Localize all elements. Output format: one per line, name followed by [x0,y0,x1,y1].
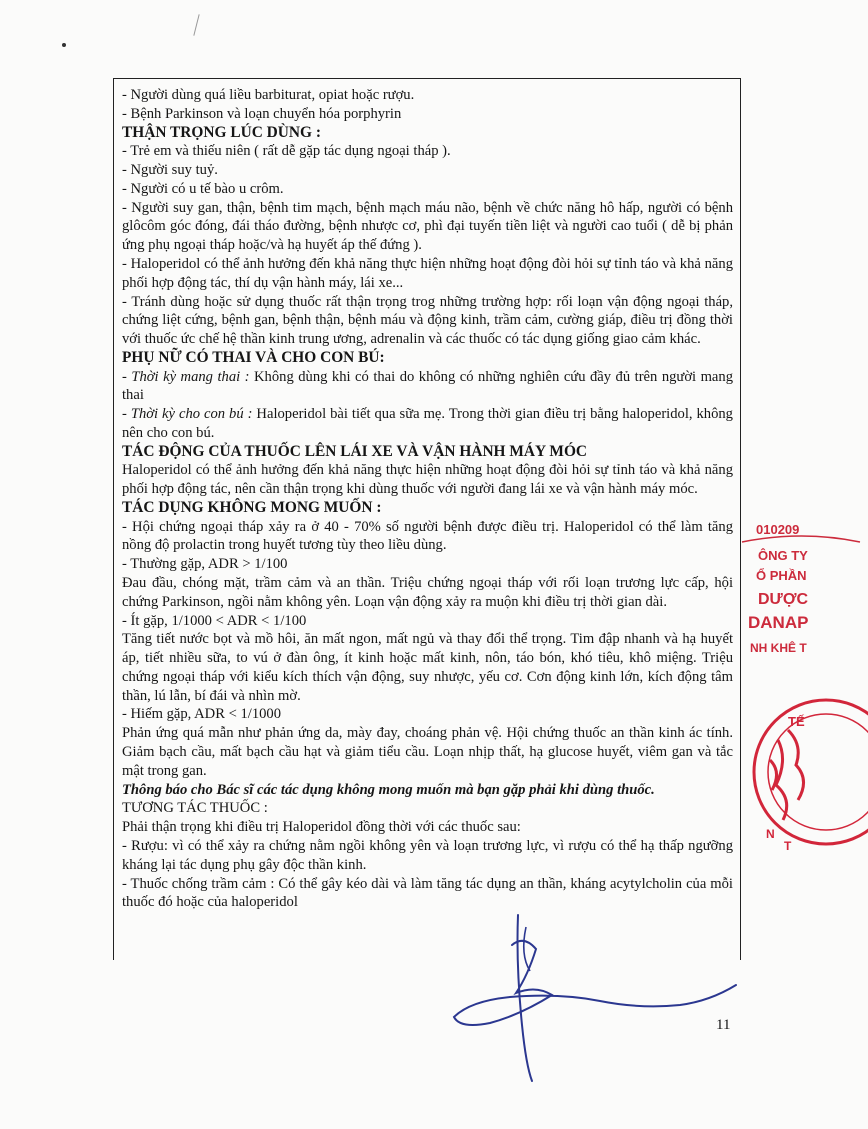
paragraph: - Hiếm gặp, ADR < 1/1000 [122,706,282,723]
paragraph: - Thuốc chống trầm cảm : Có thể gây kéo dài và làm tăng tác dụng an thần, kháng acytylcholin của mỗi thuốc đó hoặc của haloperidol [122,875,733,911]
section-heading: TÁC DỤNG KHÔNG MONG MUỐN : [122,498,382,516]
scan-speck [62,43,66,47]
paragraph: - Người dùng quá liều barbiturat, opiat hoặc rượu. [122,87,415,103]
paragraph: Phản ứng quá mẫn như phản ứng da, mày đay, choáng phản vệ. Hội chứng thuốc an thần kinh ác tính. Giảm bạch cầu, mất bạch cầu hạt và giảm tiểu cầu. Loạn nhịp thất, hạ glucose huyết, viêm gan và tắc mật trong gan. [122,725,733,779]
paragraph-text: Haloperidol bài tiết qua sữa mẹ. Trong thời gian điều trị bằng haloperidol, không nên cho con bú. [122,406,733,441]
scan-mark [193,14,199,36]
warning-note: Thông báo cho Bác sĩ các tác dụng không mong muốn mà bạn gặp phải khi dùng thuốc. [122,781,655,798]
paragraph: - Người suy tuỷ. [122,161,218,178]
paragraph: TƯƠNG TÁC THUỐC : [122,800,268,817]
stamp-line: DANAP [748,613,809,632]
seal-text: N [766,827,775,841]
stamp-line: DƯỢC [758,591,809,608]
section-heading: PHỤ NỮ CÓ THAI VÀ CHO CON BÚ: [122,348,385,366]
paragraph: Đau đầu, chóng mặt, trầm cảm và an thần. Triệu chứng ngoại tháp với rối loạn trương lực cấp, hội chứng Parkinson, ngồi nằm không yên. Loạn vận động xảy ra muộn khi điều trị thời gian dài. [122,574,733,610]
paragraph: - Tránh dùng hoặc sử dụng thuốc rất thận trọng trog những trường hợp: rối loạn vận động ngoại tháp, chứng liệt cứng, bệnh gan, bệnh thận, bệnh máu và động kinh, trầm cảm, cường giáp, điều trị đồng thời với thuốc ức chế hệ thần kinh trung ương, adrenalin và các thuốc có tác dụng giống giao cảm khác. [122,293,733,348]
paragraph: - Người suy gan, thận, bệnh tim mạch, bệnh mạch máu não, bệnh về chức năng hô hấp, người có bệnh glôcôm góc đóng, đái tháo đường, bệnh nhược cơ, phì đại tuyến tiền liệt và người cao tuổi ( dễ bị phản ứng phụ ngoại tháp hoặc/và hạ huyết áp thế đứng ). [122,199,733,254]
paragraph-text: Không dùng khi có thai do không có những nghiên cứu đầy đủ trên người mang thai [122,368,734,404]
paragraph: - Bệnh Parkinson và loạn chuyển hóa porphyrin [122,105,402,122]
paragraph: - Hội chứng ngoại tháp xảy ra ở 40 - 70% số người bệnh được điều trị. Haloperidol có thể làm tăng nồng độ prolactin trong huyết tương tùy theo liều dùng. [122,518,733,554]
seal-text: T [784,839,792,853]
paragraph [122,368,733,406]
paragraph: - Haloperidol có thể ảnh hưởng đến khả năng thực hiện những hoạt động đòi hỏi sự tỉnh táo và khả năng phối hợp động tác, thí dụ vận hành máy, lái xe... [122,255,733,291]
section-heading: TÁC ĐỘNG CỦA THUỐC LÊN LÁI XE VÀ VẬN HÀNH MÁY MÓC [122,442,588,460]
paragraph: - Trẻ em và thiếu niên ( rất dễ gặp tác dụng ngoại tháp ). [122,143,451,160]
paragraph: Tăng tiết nước bọt và mồ hôi, ăn mất ngon, mất ngủ và thay đổi thể trọng. Tim đập nhanh và hạ huyết áp, tiết nhiều sữa, to vú ở đàn ông, ít kinh hoặc mất kinh, nôn, táo bón, khó tiêu, khô miệng. Triệu chứng ngoại tháp với kiểu kích thích vận động, suy nhược, yếu cơ. Cơn động kinh lớn, kích động tâm thần, lú lẫn, bí đái và nhìn mờ. [122,631,733,704]
paragraph: - Rượu: vì có thể xảy ra chứng nằm ngồi không yên và loạn trương lực, vì rượu có thể hạ thấp ngưỡng kháng lại tác dụng phụ gây độc thần kinh. [122,838,733,873]
paragraph: Phải thận trọng khi điều trị Haloperidol đồng thời với các thuốc sau: [122,819,521,836]
paragraph: - Người có u tế bào u crôm. [122,180,284,197]
paragraph-label: - Thời kỳ cho con bú : [122,406,253,423]
stamp-line: NH KHÊ T [750,641,807,655]
paragraph [122,405,733,443]
stamp-line: Ổ PHẦN [756,568,807,583]
document-body [113,78,741,960]
red-seal [748,690,868,860]
company-stamp [742,520,862,670]
paragraph-label: - Thời kỳ mang thai : [122,368,250,385]
seal-text: TẾ [788,714,805,729]
page-number: 11 [716,1017,731,1033]
paragraph: - Thường gặp, ADR > 1/100 [122,556,288,573]
handwritten-signature [440,905,740,1085]
section-heading: THẬN TRỌNG LÚC DÙNG : [122,123,321,141]
stamp-line: ÔNG TY [758,548,808,563]
stamp-line: 010209 [756,522,800,537]
paragraph: - Ít gặp, 1/1000 < ADR < 1/100 [122,612,307,629]
paragraph: Haloperidol có thể ảnh hưởng đến khả năng thực hiện những hoạt động đòi hỏi sự tỉnh táo và khả năng phối hợp động tác, nên cần thận trọng khi dùng thuốc với người đang lái xe và vận hành máy móc. [122,462,733,498]
